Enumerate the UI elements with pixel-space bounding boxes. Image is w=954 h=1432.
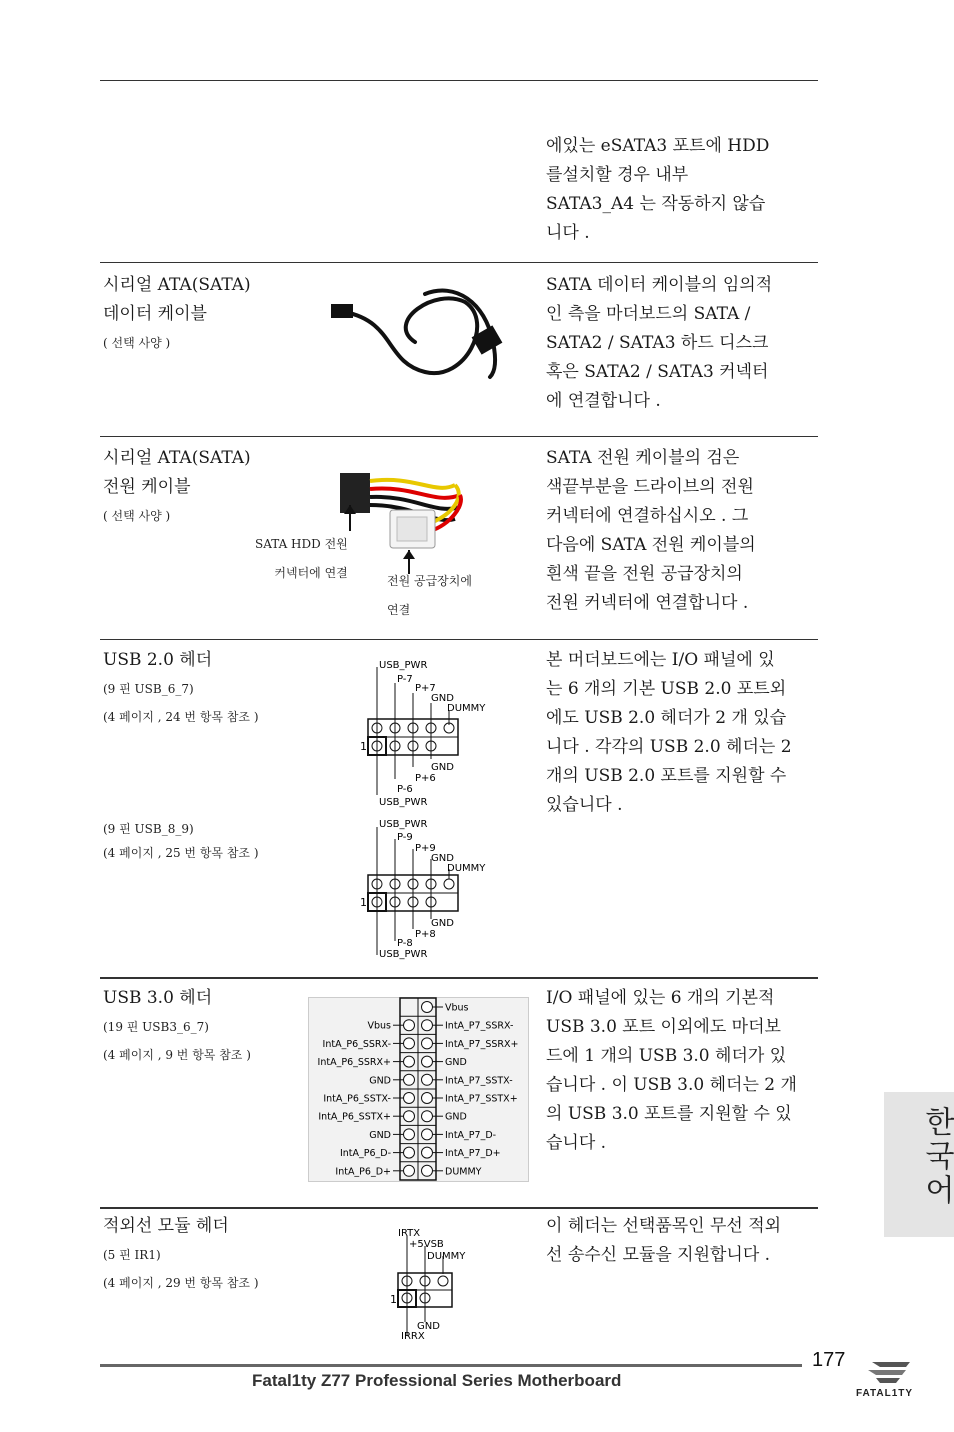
pin-label: DUMMY [427,1251,466,1262]
top-note: 에있는 eSATA3 포트에 HDD 를설치할 경우 내부 SATA3_A4 는 작동하지 않습 니다 . [546,136,770,243]
usb3-sub: (19 핀 USB3_6_7) (4 페이지 , 9 번 항목 참조 ) [103,1020,251,1062]
usb3-pin-label-left: GND [369,1075,391,1087]
pin-label: P+8 [415,929,436,940]
sata-data-cable-image [325,282,530,397]
pin-label: P-8 [397,938,413,949]
usb3-pin [422,1111,433,1122]
usb3-pin [422,1002,433,1013]
ir-sub: (5 핀 IR1) (4 페이지 , 29 번 항목 참조 ) [103,1248,259,1290]
ir-header-diagram [385,1224,495,1342]
pin-label: +5VSB [409,1239,444,1250]
pin-label: USB_PWR [379,819,428,830]
sata-power-label: 시리얼 ATA(SATA) 전원 케이블 [103,448,251,497]
pin-label: USB_PWR [379,949,428,960]
usb2-header-diagram-1 [355,655,495,810]
usb3-pin [404,1147,415,1158]
pin-one-marker: 1 [360,896,367,909]
section-divider [100,262,818,263]
sata-power-description: SATA 전원 케이블의 검은 색끝부분을 드라이브의 전원 커넥터에 연결하십시오 . 그 다음에 SATA 전원 케이블의 흰색 끝을 전원 공급장치의 전원 커넥터에 연결합니다 . [546,448,756,613]
usb2-description: 본 머더보드에는 I/O 패널에 있 는 6 개의 기본 USB 2.0 포트외 에도 USB 2.0 헤더가 2 개 있습 니다 . 각각의 USB 2.0 헤더는 2 개의 USB 2.0 포트를 지원할 수 있습니다 . [546,650,792,815]
top-rule [100,80,818,81]
pin-label: DUMMY [447,863,486,874]
pin-label: GND [431,693,454,704]
caption-psu: 전원 공급장치에 연결 [387,574,472,617]
usb3-pin-label-left: IntA_P6_D+ [335,1166,391,1178]
pin-label: IRTX [398,1228,421,1239]
pin-label: P-7 [397,674,413,685]
usb3-description: I/O 패널에 있는 6 개의 기본적 USB 3.0 포트 이외에도 마더보 드에 1 개의 USB 3.0 헤더가 있 습니다 . 이 USB 3.0 헤더는 2 개 의 USB 3.0 포트를 지원할 수 있 습니다 . [546,988,797,1153]
usb3-pin-label-right: IntA_P7_SSRX+ [445,1038,519,1050]
usb2-sub-2: (9 핀 USB_8_9) (4 페이지 , 25 번 항목 참조 ) [103,822,259,860]
usb3-pin-label-left: IntA_P6_SSTX- [323,1093,391,1105]
usb3-pin [404,1093,415,1104]
pin-label: DUMMY [447,703,486,714]
usb3-pin-label-right: IntA_P7_SSRX- [445,1020,514,1032]
usb3-pin [422,1074,433,1085]
ir-description: 이 헤더는 선택품목인 무선 적외 선 송수신 모듈을 지원합니다 . [546,1216,782,1265]
pin-one-marker: 1 [360,740,367,753]
usb3-pin-label-right: GND [445,1111,467,1123]
usb3-pin-label-right: IntA_P7_SSTX+ [445,1093,518,1105]
caption-hdd: SATA HDD 전원 커넥터에 연결 [255,537,348,580]
pin-label: P+9 [415,843,436,854]
brand-wordmark: FATAL1TY [856,1388,914,1399]
usb3-pin [422,1020,433,1031]
usb3-pin [422,1165,433,1176]
usb3-pin-label-right: Vbus [445,1002,469,1014]
usb2-sub-1: (9 핀 USB_6_7) (4 페이지 , 24 번 항목 참조 ) [103,682,259,724]
section-divider [100,436,818,437]
section-divider [100,1207,818,1209]
pin-label: USB_PWR [379,660,428,671]
ir-label: 적외선 모듈 헤더 [103,1216,229,1236]
pin-label: GND [417,1321,440,1332]
usb3-pin [422,1056,433,1067]
footer-title: Fatal1ty Z77 Professional Series Motherboard [252,1371,622,1390]
usb3-pin-label-right: IntA_P7_D- [445,1129,497,1141]
usb3-pin [404,1129,415,1140]
usb3-pin-label-left: Vbus [367,1020,391,1032]
pin-one-marker: 1 [390,1293,397,1306]
usb3-pin [404,1111,415,1122]
usb3-pin-label-left: GND [369,1129,391,1141]
page-number: 177 [812,1349,846,1371]
pin-label: IRRX [401,1331,425,1342]
usb3-pin-label-left: IntA_P6_SSTX+ [318,1111,391,1123]
pin-label: P+7 [415,683,436,694]
usb3-pin [422,1093,433,1104]
usb2-label: USB 2.0 헤더 [103,650,213,670]
arrow-head-icon [403,550,415,559]
pin-label: P-9 [397,832,413,843]
pin-label: GND [431,853,454,864]
usb3-pin-label-right: DUMMY [445,1166,482,1178]
fatal1ty-logo-icon [866,1356,916,1386]
usb3-pin [404,1020,415,1031]
usb3-header-diagram [308,997,530,1183]
sata-data-label: 시리얼 ATA(SATA) 데이터 케이블 [103,275,251,324]
usb3-pin [422,1038,433,1049]
usb3-pin [404,1165,415,1176]
pin-label: GND [431,918,454,929]
sata-data-description: SATA 데이터 케이블의 임의적 인 측을 마더보드의 SATA / SATA2 / SATA3 하드 디스크 혹은 SATA2 / SATA3 커넥터 에 연결합니다 . [546,275,773,411]
sata-data-option: ( 선택 사양 ) [103,336,171,350]
pin-label: P-6 [397,784,413,795]
usb3-pin [404,1038,415,1049]
usb3-pin-label-left: IntA_P6_SSRX- [322,1038,391,1050]
pin-label: USB_PWR [379,797,428,808]
footer-rule [100,1364,802,1367]
language-side-tab: 한국어 [884,1092,954,1237]
pin-label: P+6 [415,773,436,784]
usb3-pin [404,1074,415,1085]
usb3-pin-label-right: GND [445,1057,467,1069]
sata-power-option: ( 선택 사양 ) [103,509,171,523]
usb3-label: USB 3.0 헤더 [103,988,213,1008]
pin-label: GND [431,762,454,773]
usb3-pin-label-left: IntA_P6_SSRX+ [317,1057,391,1069]
usb3-pin-label-right: IntA_P7_D+ [445,1148,501,1160]
usb3-pin [404,1056,415,1067]
usb2-header-diagram-2 [355,815,495,965]
usb3-pin [422,1147,433,1158]
usb3-pin-label-right: IntA_P7_SSTX- [445,1075,513,1087]
usb3-pin [422,1129,433,1140]
section-divider [100,977,818,979]
arrow-head-icon [344,505,356,514]
section-divider [100,639,818,640]
usb3-pin-label-left: IntA_P6_D- [339,1148,391,1160]
